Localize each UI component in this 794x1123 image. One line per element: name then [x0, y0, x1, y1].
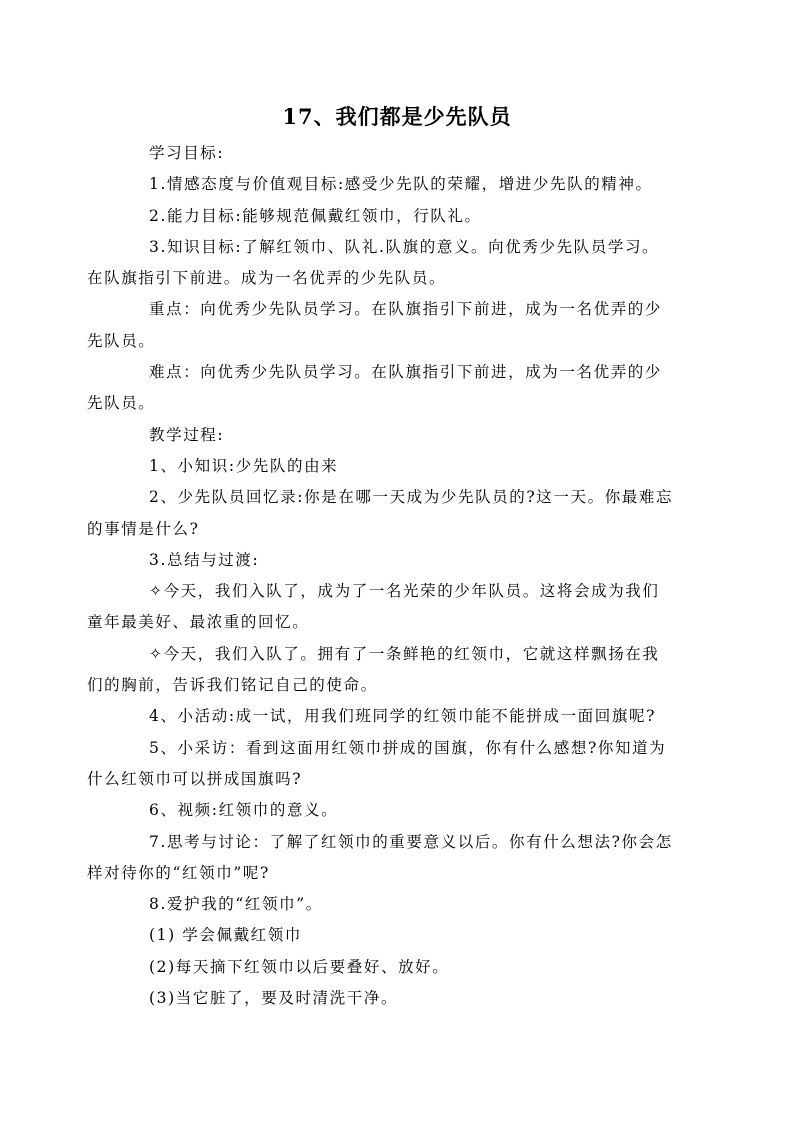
paragraph-line: 2.能力目标:能够规范佩戴红领巾，行队礼。 — [149, 206, 482, 225]
paragraph-continuation-line: 先队员。 — [87, 331, 156, 350]
paragraph-line: ✧今天，我们入队了。拥有了一条鲜艳的红领巾，它就这样飘扬在我 — [149, 644, 660, 663]
paragraph-continuation-line: 什么红领巾可以拼成国旗吗? — [87, 769, 303, 788]
paragraph-line: (1) 学会佩戴红领巾 — [149, 926, 302, 945]
paragraph — [87, 482, 678, 545]
paragraph-continuation-line: 在队旗指引下前进。成为一名优弄的少先队员。 — [87, 269, 447, 288]
paragraph — [87, 827, 678, 890]
paragraph-continuation-line: 们的胸前，告诉我们铭记自己的使命。 — [87, 676, 378, 695]
paragraph — [118, 920, 678, 951]
paragraph — [118, 983, 678, 1014]
paragraph — [118, 795, 678, 826]
paragraph — [118, 420, 678, 451]
paragraph — [118, 138, 678, 169]
paragraph-continuation-line: 的事情是什么? — [87, 519, 200, 538]
paragraph-line: 1.情感态度与价值观目标:感受少先队的荣耀，增进少先队的精神。 — [149, 175, 653, 194]
paragraph — [87, 232, 678, 295]
paragraph-line: 6、视频:红领巾的意义。 — [149, 801, 339, 820]
paragraph — [118, 201, 678, 232]
paragraph-line: (2)每天摘下红领巾以后要叠好、放好。 — [149, 957, 450, 976]
paragraph-continuation-line: 先队员。 — [87, 394, 156, 413]
paragraph — [87, 294, 678, 357]
paragraph-line: 1、小知识:少先队的由来 — [149, 456, 339, 475]
paragraph — [118, 701, 678, 732]
paragraph-line: ✧今天，我们入队了，成为了一名光荣的少年队员。这将会成为我们 — [149, 582, 660, 601]
paragraph-line: 8.爱护我的“红领巾”。 — [149, 895, 323, 914]
paragraph-line: 学习目标: — [149, 144, 225, 162]
paragraph-line: (3)当它脏了，要及时清洗干净。 — [149, 989, 399, 1008]
paragraph — [118, 952, 678, 983]
paragraph-continuation-line: 样对待你的“红领巾”呢? — [87, 863, 270, 882]
paragraph — [118, 451, 678, 482]
paragraph-line: 3.总结与过渡: — [149, 550, 260, 569]
paragraph-line: 教学过程: — [149, 425, 225, 444]
paragraph-line: 7.思考与讨论：了解了红领巾的重要意义以后。你有什么想法?你会怎 — [149, 832, 673, 851]
paragraph-line: 重点：向优秀少先队员学习。在队旗指引下前进，成为一名优弄的少 — [149, 300, 663, 319]
paragraph — [87, 639, 678, 702]
paragraph — [87, 576, 678, 639]
paragraph — [118, 889, 678, 920]
paragraph-line: 5、小采访：看到这面用红领巾拼成的国旗，你有什么感想?你知道为 — [149, 738, 667, 757]
paragraph — [87, 733, 678, 796]
paragraph — [118, 169, 678, 200]
paragraph-line: 4、小活动:成一试，用我们班同学的红领巾能不能拼成一面回旗呢? — [149, 707, 656, 726]
paragraph-line: 3.知识目标:了解红领巾、队礼.队旗的意义。向优秀少先队员学习。 — [149, 237, 660, 256]
document-body — [87, 138, 678, 1014]
paragraph — [87, 357, 678, 420]
paragraph-line: 2、少先队员回忆录:你是在哪一天成为少先队员的?这一天。你最难忘 — [149, 488, 674, 507]
paragraph-continuation-line: 童年最美好、最浓重的回忆。 — [87, 613, 310, 632]
document-title: 17、我们都是少先队员 — [282, 104, 512, 129]
paragraph-line: 难点：向优秀少先队员学习。在队旗指引下前进，成为一名优弄的少 — [149, 363, 663, 382]
paragraph — [118, 545, 678, 576]
